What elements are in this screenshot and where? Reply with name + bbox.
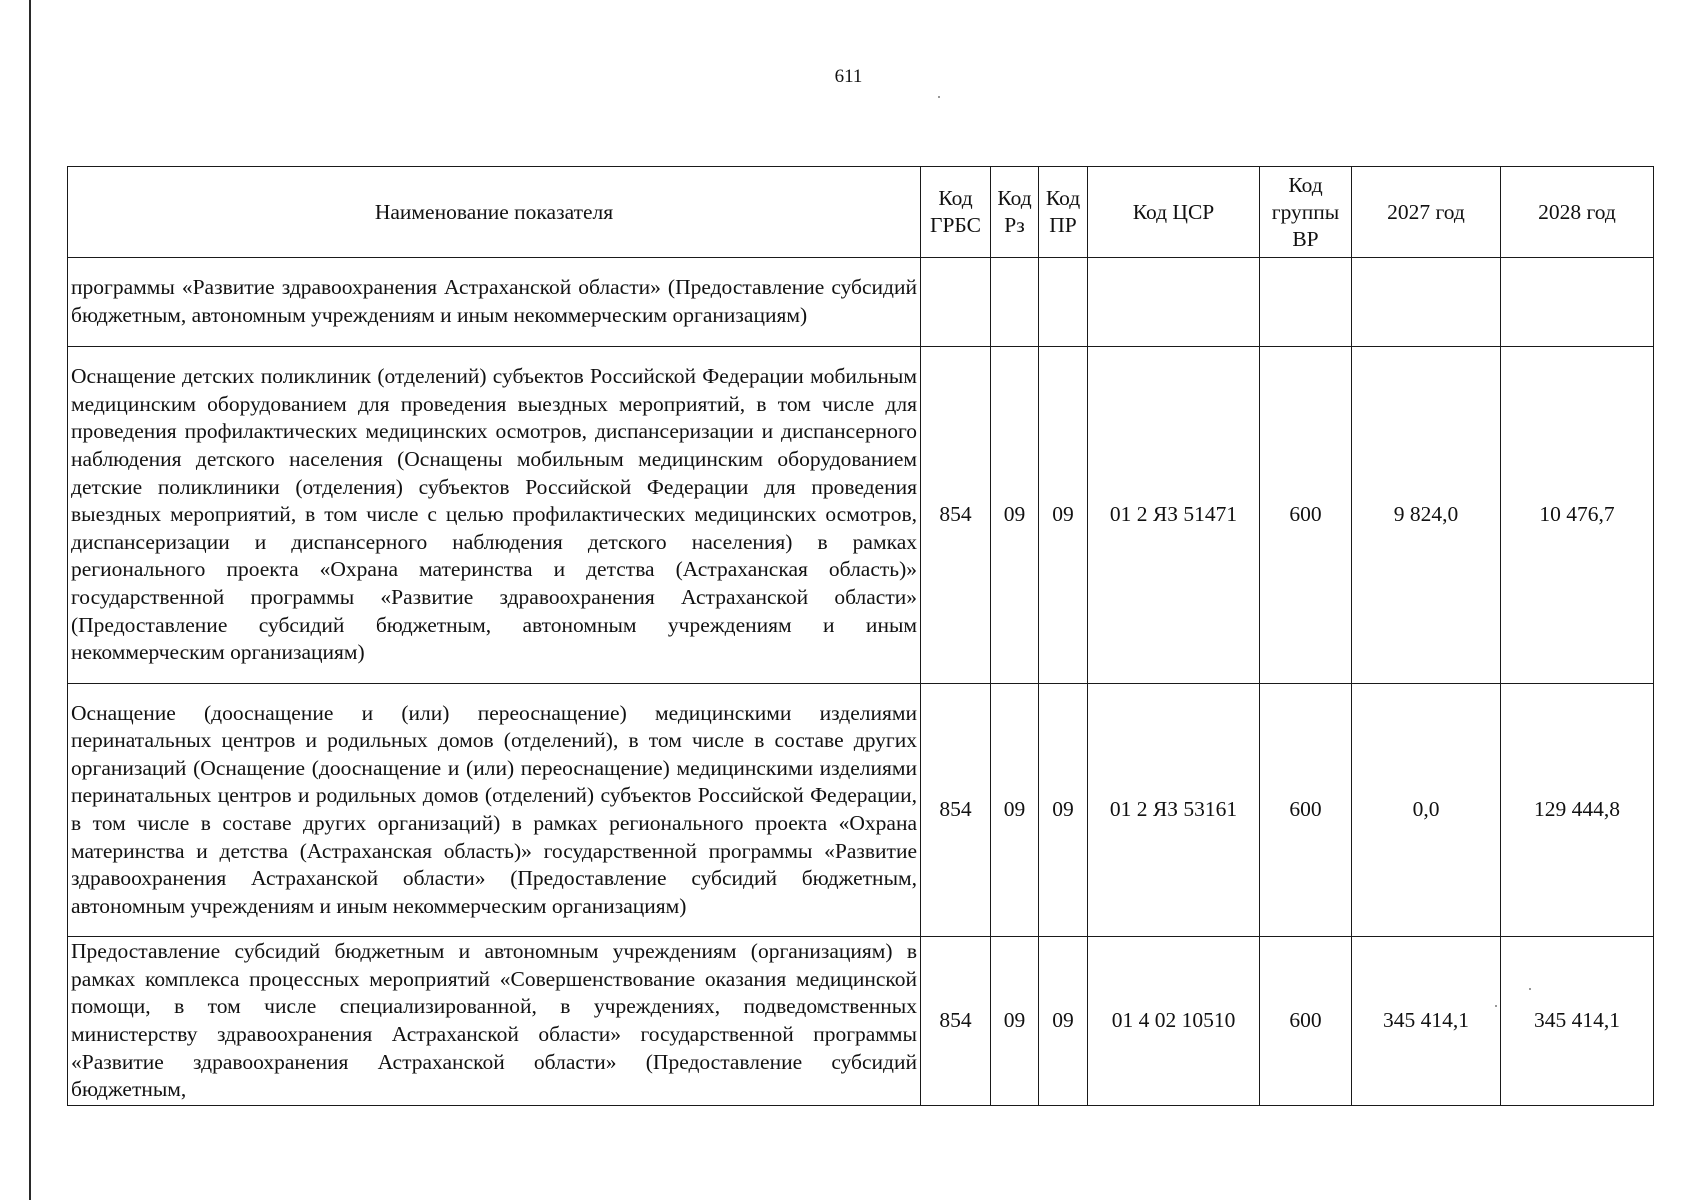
cell-vr: 600: [1260, 347, 1352, 684]
header-pr: Код ПР: [1039, 167, 1088, 258]
cell-grbs: 854: [921, 684, 991, 937]
cell-vr: 600: [1260, 937, 1352, 1106]
cell-csr: 01 2 ЯЗ 53161: [1088, 684, 1260, 937]
cell-rz: 09: [991, 347, 1039, 684]
table-row: [68, 937, 1654, 1106]
cell-vr: 600: [1260, 684, 1352, 937]
scan-speck: [938, 96, 940, 98]
cell-pr: [1039, 258, 1088, 347]
header-grbs: Код ГРБС: [921, 167, 991, 258]
cell-2028: 129 444,8: [1501, 684, 1654, 937]
cell-csr: [1088, 258, 1260, 347]
cell-2028: [1501, 258, 1654, 347]
cell-name: программы «Развитие здравоохранения Астраханской области» (Предоставление субсидий бюджетным, автономным учреждениям и иным некоммерческим организациям): [68, 258, 921, 347]
cell-rz: 09: [991, 684, 1039, 937]
cell-2027: 345 414,1: [1352, 937, 1501, 1106]
cell-2027: [1352, 258, 1501, 347]
header-rz: Код Рз: [991, 167, 1039, 258]
page-number: 611: [834, 66, 863, 87]
cell-rz: [991, 258, 1039, 347]
cell-pr: 09: [1039, 347, 1088, 684]
cell-2027: 0,0: [1352, 684, 1501, 937]
cell-csr: 01 4 02 10510: [1088, 937, 1260, 1106]
header-csr: Код ЦСР: [1088, 167, 1260, 258]
table-header-row: [68, 167, 1654, 258]
table-row: [68, 684, 1654, 937]
cell-grbs: 854: [921, 347, 991, 684]
budget-table: [67, 166, 1654, 1106]
cell-2028: 345 414,1: [1501, 937, 1654, 1106]
header-2027: 2027 год: [1352, 167, 1501, 258]
cell-name: Оснащение (дооснащение и (или) переоснащение) медицинскими изделиями перинатальных центров и родильных домов (отделений), в том числе в составе других организаций (Оснащение (дооснащение и (или) переоснащение) медицинскими изделиями перинатальных центров и родильных домов (отделений) субъектов Российской Федерации, в том числе в составе других организаций) в рамках регионального проекта «Охрана материнства и детства (Астраханская область)» государственной программы «Развитие здравоохранения Астраханской области» (Предоставление субсидий бюджетным, автономным учреждениям и иным некоммерческим организациям): [68, 684, 921, 937]
cell-rz: 09: [991, 937, 1039, 1106]
cell-name: Оснащение детских поликлиник (отделений) субъектов Российской Федерации мобильным медицинским оборудованием для проведения выездных мероприятий, в том числе для проведения профилактических медицинских осмотров, диспансеризации и диспансерного наблюдения детского населения (Оснащены мобильным медицинским оборудованием детские поликлиники (отделения) субъектов Российской Федерации для проведения выездных мероприятий, в том числе с целью профилактических медицинских осмотров, диспансеризации и диспансерного наблюдения детского населения) в рамках регионального проекта «Охрана материнства и детства (Астраханская область)» государственной программы «Развитие здравоохранения Астраханской области» (Предоставление субсидий бюджетным, автономным учреждениям и иным некоммерческим организациям): [68, 347, 921, 684]
header-vr: Код группы ВР: [1260, 167, 1352, 258]
cell-vr: [1260, 258, 1352, 347]
cell-grbs: [921, 258, 991, 347]
header-2028: 2028 год: [1501, 167, 1654, 258]
table-row: [68, 258, 1654, 347]
cell-csr: 01 2 ЯЗ 51471: [1088, 347, 1260, 684]
cell-2027: 9 824,0: [1352, 347, 1501, 684]
cell-2028: 10 476,7: [1501, 347, 1654, 684]
cell-grbs: 854: [921, 937, 991, 1106]
left-margin-line: [29, 0, 31, 1200]
cell-pr: 09: [1039, 937, 1088, 1106]
cell-name: Предоставление субсидий бюджетным и автономным учреждениям (организациям) в рамках комплекса процессных мероприятий «Совершенствование оказания медицинской помощи, в том числе специализированной, в учреждениях, подведомственных министерству здравоохранения Астраханской области» государственной программы «Развитие здравоохранения Астраханской области» (Предоставление субсидий бюджетным,: [68, 937, 921, 1106]
header-name: Наименование показателя: [68, 167, 921, 258]
table-row: [68, 347, 1654, 684]
cell-pr: 09: [1039, 684, 1088, 937]
